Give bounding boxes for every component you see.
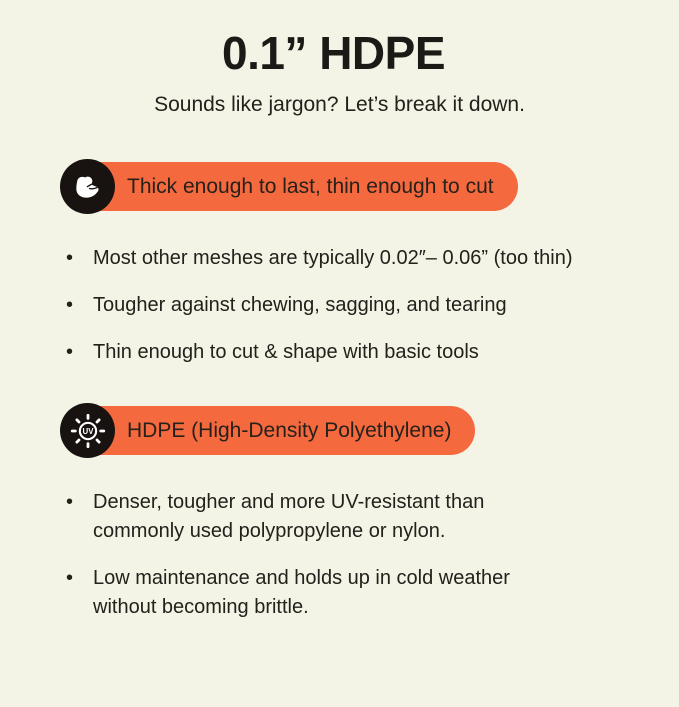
list-item bbox=[66, 244, 632, 273]
list-item-text: Low maintenance and holds up in cold weather without becoming brittle. bbox=[93, 567, 510, 618]
bullet-dot: • bbox=[66, 491, 74, 513]
durability-bullet-list bbox=[66, 244, 632, 367]
page-subtitle: Sounds like jargon? Let’s break it down. bbox=[154, 93, 525, 116]
list-item-text: Most other meshes are typically 0.02″– 0.06” (too thin) bbox=[93, 247, 573, 269]
bullet-dot: • bbox=[66, 294, 74, 316]
uv-sun-icon bbox=[60, 403, 115, 458]
infographic-page bbox=[0, 28, 679, 707]
section-header-durability bbox=[60, 159, 679, 214]
material-bullet-list bbox=[66, 488, 546, 622]
bullet-dot: • bbox=[66, 567, 74, 589]
section-header-label: HDPE (High-Density Polyethylene) bbox=[63, 406, 475, 455]
bullet-dot: • bbox=[66, 247, 74, 269]
section-header-material bbox=[60, 403, 679, 458]
svg-text:UV: UV bbox=[82, 426, 93, 436]
list-item bbox=[66, 564, 546, 622]
page-title: 0.1” HDPE bbox=[221, 27, 446, 79]
list-item-text: Thin enough to cut & shape with basic tools bbox=[93, 341, 479, 363]
list-item bbox=[66, 291, 632, 320]
list-item-text: Tougher against chewing, sagging, and tearing bbox=[93, 294, 507, 316]
list-item bbox=[66, 488, 546, 546]
list-item-text: Denser, tougher and more UV-resistant than commonly used polypropylene or nylon. bbox=[93, 491, 485, 542]
section-header-label: Thick enough to last, thin enough to cut bbox=[63, 162, 518, 211]
list-item bbox=[66, 338, 632, 367]
bullet-dot: • bbox=[66, 341, 74, 363]
flex-bicep-icon bbox=[60, 159, 115, 214]
